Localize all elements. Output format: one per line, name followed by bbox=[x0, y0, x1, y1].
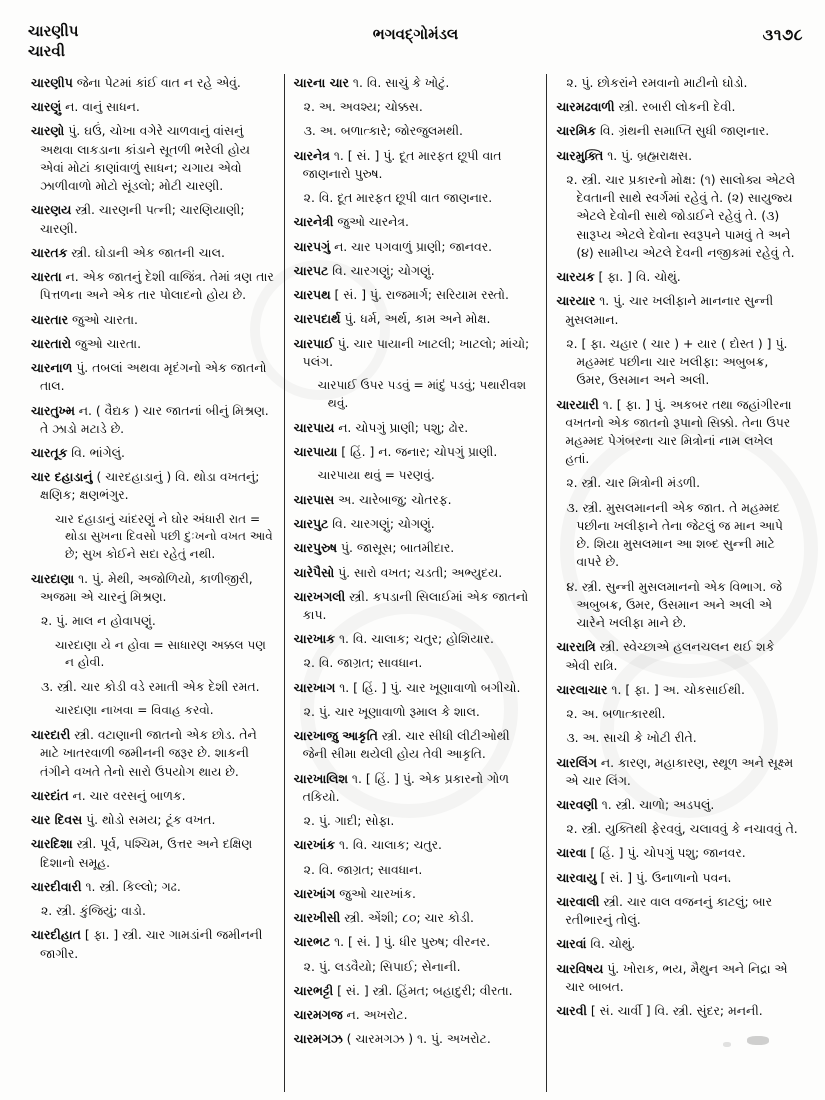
entry-headword: ચારપગું bbox=[293, 238, 331, 254]
entry-headword: ચારતારો bbox=[31, 335, 72, 351]
entry-definition: ૧. [ ફા. ] અ. ચોકસાઈથી. bbox=[607, 681, 745, 697]
dictionary-entry bbox=[294, 727, 538, 763]
entry-definition: પું. ઘઉં, ચોખા વગેરે ચાળવાનું વાંસનું અથવા લાકડાના કાંડાને સૂતળી ભરેલી હોય એવાં મોટાં કાણાંવાળું સાધન; ચગાય એવો ઝાળીવાળો મોટો સૂંડલો; મોટી ચારણી. bbox=[40, 123, 250, 194]
dictionary-entry bbox=[556, 893, 800, 929]
column-container bbox=[22, 74, 809, 1092]
entry-headword: ચારવાલી bbox=[556, 893, 600, 909]
dictionary-entry bbox=[31, 335, 275, 353]
entry-sense: ૨. વિ. જાગ્રત; સાવધાન. bbox=[303, 861, 423, 877]
entry-sense: ૨. [ ફા. ચહાર ( ચાર ) + યાર ( દોસ્ત ) ] પું. મહમ્મદ પછીના ચાર ખલીફા: અબુબક્ર, ઉમર, ઉસમાન અને અલી. bbox=[566, 335, 788, 388]
dictionary-entry bbox=[31, 468, 275, 504]
dictionary-entry bbox=[556, 681, 800, 699]
entry-example: ચારદાણા નાખવા = વિવાહ કરવો. bbox=[55, 703, 214, 718]
dictionary-entry bbox=[31, 570, 275, 606]
dictionary-entry bbox=[31, 244, 275, 262]
entry-definition: પું. જાસૂસ; બાતમીદાર. bbox=[337, 540, 455, 556]
dictionary-entry bbox=[294, 147, 538, 183]
entry-definition: ૧. વિ. ચાલાક; ચતુર; હોશિયાર. bbox=[335, 631, 494, 647]
entry-definition: ૧. સ્ત્રી. કિલ્લો; ગઢ. bbox=[81, 878, 181, 894]
entry-headword: ચારનેત્ર bbox=[293, 147, 330, 163]
dictionary-entry bbox=[31, 201, 275, 237]
entry-sense: ૨. પું. છોકરાંને રમવાનો માટીનો ઘોડો. bbox=[566, 75, 748, 90]
entry-headword: ચારદારી bbox=[31, 727, 71, 743]
dictionary-entry bbox=[294, 885, 538, 903]
dictionary-entry bbox=[31, 444, 275, 462]
dictionary-entry bbox=[294, 213, 538, 231]
entry-headword: ચારલાચાર bbox=[556, 681, 608, 697]
dictionary-entry bbox=[31, 359, 275, 395]
entry-headword: ચારતા bbox=[31, 269, 62, 285]
entry-headword: ચારમઢવાળી bbox=[556, 99, 615, 115]
dictionary-entry bbox=[556, 98, 800, 116]
entry-definition: ૧. વિ. ચાલાક; ચતુર. bbox=[335, 837, 442, 853]
entry-sense: ૩. અ. સાચી કે ખોટી રીતે. bbox=[566, 730, 697, 746]
entry-sense: ૨. સ્ત્રી. કુંજિયું; વાડો. bbox=[41, 903, 146, 919]
entry-example: ચારદાણા યે ન હોવા = સાધારણ અક્કલ પણ ન હોવી. bbox=[55, 637, 266, 670]
entry-headword: ચારયાર bbox=[556, 293, 596, 309]
entry-definition: પું. ધર્મ, અર્થ, કામ અને મોક્ષ. bbox=[340, 311, 491, 327]
entry-headword: ચારણીપ bbox=[31, 75, 73, 90]
entry-definition: [ સં. ] પું. રાજમાર્ગ; સરિયામ રસ્તો. bbox=[330, 287, 509, 303]
column-1 bbox=[22, 74, 284, 1092]
entry-definition: ૧. પું. બ્રહ્મરાક્ષસ. bbox=[603, 147, 693, 163]
entry-definition: [ હિં. ] ન. જનાર; ચોપગું પ્રાણી. bbox=[337, 443, 498, 459]
entry-definition: ન. ચોપગું પ્રાણી; પશુ; ઢોર. bbox=[334, 419, 469, 435]
dictionary-entry bbox=[294, 588, 538, 624]
entry-headword: ચારખાજુ આકૃતિ bbox=[293, 728, 378, 744]
entry-definition: ૧. વિ. સાચું કે ખોટું. bbox=[348, 75, 450, 90]
entry-headword: ચારલિંગ bbox=[556, 754, 597, 770]
entry-headword: ચારરાત્રિ bbox=[556, 639, 596, 655]
entry-definition: જુઓ ચારનેત્ર. bbox=[333, 214, 409, 230]
dictionary-entry bbox=[294, 419, 538, 437]
entry-example: ચારપાયા થવું = પરણવું. bbox=[317, 468, 435, 483]
entry-headword: ચારભટ bbox=[293, 934, 331, 950]
dictionary-entry bbox=[31, 98, 275, 116]
entry-sense: ૩. સ્ત્રી. મુસલમાનની એક જાત. તે મહમ્મદ પછીના ખલીફાને તેના જેટલું જ માન આપે છે. શિયા મુસલમાન આ શબ્દ સુન્ની માટે વાપરે છે. bbox=[566, 499, 783, 570]
entry-definition: ૧. [ સં. ] પું. ધીર પુરુષ; વીરનર. bbox=[330, 934, 491, 950]
entry-headword: ચારખાંક bbox=[293, 837, 335, 853]
entry-definition: ૧. પું. મેથી, અજોળિયો, કાળીજીરી, અજમા એ ચારનું મિશ્રણ. bbox=[40, 570, 253, 605]
entry-sense: ૩. સ્ત્રી. ચાર કોડી વડે રમાતી એક દેશી રમત. bbox=[41, 679, 260, 695]
entry-definition: ન. ચાર વરસનું બાળક. bbox=[68, 787, 186, 803]
entry-definition: વિ. ગ્રંથની સમાપ્તિ સુધી જાણનાર. bbox=[596, 123, 770, 139]
entry-headword: ચારમિક bbox=[556, 123, 596, 139]
dictionary-entry bbox=[294, 515, 538, 533]
entry-definition: ૧. સ્ત્રી. ચાળો; અડપલું. bbox=[597, 796, 715, 812]
entry-headword: ચારપાસ bbox=[293, 491, 335, 507]
dictionary-entry bbox=[31, 726, 275, 781]
entry-definition: સ્ત્રી. પૂર્વ, પશ્ચિમ, ઉત્તર અને દક્ષિણ દિશાનો સમૂહ. bbox=[40, 836, 253, 870]
entry-definition: ન. ( વૈદ્યક ) ચાર જાતનાં બીનું મિશ્રણ. તે ઝાડો મટાડે છે. bbox=[40, 402, 269, 436]
entry-headword: ચારમગઝ bbox=[293, 1031, 343, 1047]
entry-definition: જુઓ ચારતા. bbox=[68, 311, 138, 327]
header-guide-word-last: ચારવી bbox=[28, 41, 66, 60]
entry-sense: ૨. વિ. જાગ્રત; સાવધાન. bbox=[303, 655, 423, 671]
entry-definition: ૧. [ હિં. ] પું. ચાર ખૂણાવાળો બગીચો. bbox=[335, 679, 521, 695]
dictionary-entry bbox=[294, 1006, 538, 1024]
entry-headword: ચારભટ્ટી bbox=[293, 982, 334, 998]
dictionary-entry bbox=[294, 443, 538, 461]
dictionary-entry bbox=[294, 564, 538, 582]
entry-sense: ૨. સ્ત્રી. યુક્તિથી ફેરવવું, ચલાવવું કે નચાવવું તે. bbox=[566, 821, 798, 837]
dictionary-entry bbox=[294, 982, 538, 1000]
entry-definition: ૧. [ સં. ] પું. દૂત મારફત છૂપી વાત જાણનારો પુરુષ. bbox=[302, 147, 502, 181]
entry-definition: સ્ત્રી. ચાર સીધી લીટીઓથી જેની સીમા થયેલી હોય તેવી આકૃતિ. bbox=[302, 728, 510, 762]
entry-sense: ૨. વિ. દૂત મારફત છૂપી વાત જાણનાર. bbox=[303, 190, 493, 206]
entry-definition: [ સં. ] સ્ત્રી. હિંમત; બહાદુરી; વીરતા. bbox=[333, 982, 513, 998]
entry-sense: ૩. અ. બળાત્કારે; જોરજુલમથી. bbox=[303, 123, 463, 139]
dictionary-entry bbox=[556, 147, 800, 165]
dictionary-entry bbox=[294, 335, 538, 371]
entry-definition: [ સં. ] પું. ઉનાળાનો પવન. bbox=[596, 869, 732, 885]
dictionary-entry bbox=[294, 909, 538, 927]
entry-sense: ૨. સ્ત્રી. ચાર પ્રકારનો મોક્ષ: (૧) સાલોક્ય એટલે દેવતાની સાથે સ્વર્ગમાં રહેવું તે. (૨) સાયુજ્ય એટલે દેવોની સાથે જોડાઈને રહેવું તે. (૩) સારૂપ્ય એટલે દેવોના સ્વરૂપને પામવું તે અને (૪) સામીપ્ય એટલે દેવની નજીકમાં રહેવું તે. bbox=[566, 171, 796, 260]
dictionary-entry bbox=[31, 787, 275, 805]
dictionary-entry bbox=[556, 396, 800, 469]
dictionary-entry bbox=[556, 796, 800, 814]
entry-definition: વિ. ચારગણું; ચોગણું. bbox=[328, 516, 435, 532]
book-title: ભગવદ્‌ગોમંડલ bbox=[372, 25, 459, 43]
dictionary-entry bbox=[556, 960, 800, 996]
entry-headword: ચારપાયા bbox=[293, 443, 338, 459]
entry-headword: ચારતાર bbox=[31, 311, 69, 327]
entry-definition: સ્ત્રી. કપડાની સિલાઈમાં એક જાતનો કાપ. bbox=[302, 588, 529, 622]
entry-example: ચાર દહાડાનું ચાંદરણું ને ઘોર અંધારી રાત = થોડા સુખના દિવસો પછી દુઃખનો વખત આવે છે; સુખ કોઈને સદા રહેતું નથી. bbox=[55, 511, 273, 562]
entry-sense: ૨. પું. ગાદી; સોફા. bbox=[303, 813, 395, 829]
dictionary-entry bbox=[294, 679, 538, 697]
entry-sense: ૨. પું. માલ ન હોવાપણું. bbox=[41, 613, 156, 629]
dictionary-entry bbox=[31, 402, 275, 438]
entry-headword: ચારદાણા bbox=[31, 570, 75, 586]
page-header bbox=[28, 22, 803, 68]
entry-headword: ચારયક bbox=[556, 269, 595, 285]
entry-sense: ૨. પું. લડવૈયો; સિપાઈ; સેનાની. bbox=[303, 958, 461, 974]
entry-example: ચારપાઈ ઉપર પડવું = માંદું પડવું; પથારીવશ થવું. bbox=[317, 378, 527, 410]
entry-headword: ચારણો bbox=[31, 123, 65, 139]
entry-headword: ચારવિષય bbox=[556, 960, 604, 976]
entry-headword: ચારમુક્તિ bbox=[556, 147, 604, 163]
entry-headword: ચારદિશા bbox=[31, 836, 73, 852]
entry-headword: ચારખાક bbox=[293, 631, 335, 647]
entry-headword: ચારનેત્રી bbox=[293, 214, 334, 230]
entry-sense: ૨. સ્ત્રી. ચાર મિત્રોની મંડળી. bbox=[566, 475, 701, 491]
entry-headword: ચારવા bbox=[556, 845, 587, 861]
entry-definition: ૧. [ ફા. ] પું. અકબર તથા જહાંગીરના વખતનો એક જાતનો રૂપાનો સિક્કો. તેના ઉપર મહમ્મદ પેગંબરના ચાર મિત્રોનાં નામ લખેલ હતાં. bbox=[565, 396, 792, 467]
entry-definition: સ્ત્રી. રબારી લોકની દેવી. bbox=[614, 99, 736, 115]
entry-definition: પું. ચાર પાયાની ખાટલી; ખાટલો; માંચો; પલંગ. bbox=[302, 335, 530, 369]
entry-definition: ન. અખરોટ. bbox=[342, 1006, 408, 1022]
entry-headword: ચારણું bbox=[31, 99, 62, 115]
entry-headword: ચારદીહાત bbox=[31, 927, 81, 943]
entry-definition: જુઓ ચારખાંક. bbox=[335, 885, 416, 901]
entry-headword: ચારમગજ bbox=[293, 1006, 343, 1022]
entry-headword: ચારપાઈ bbox=[293, 335, 334, 351]
dictionary-entry bbox=[556, 754, 800, 790]
dictionary-entry bbox=[556, 844, 800, 862]
dictionary-entry bbox=[31, 926, 275, 962]
entry-definition: પું. તબલાં અથવા મૃદંગનો એક જાતનો તાલ. bbox=[40, 360, 267, 394]
dictionary-entry bbox=[556, 268, 800, 286]
entry-definition: પું. થોડો સમય; ટૂંક વખત. bbox=[82, 812, 216, 828]
entry-definition: [ ફા. ] વિ. ચોથું. bbox=[594, 269, 681, 285]
entry-definition: સ્ત્રી. ઘોડાની એક જાતની ચાલ. bbox=[67, 244, 225, 260]
entry-headword: ચારવણી bbox=[556, 796, 598, 812]
dictionary-entry bbox=[31, 878, 275, 896]
dictionary-entry bbox=[294, 238, 538, 256]
entry-headword: ચારપુરુષ bbox=[293, 540, 338, 556]
dictionary-entry bbox=[31, 811, 275, 829]
entry-sense: ૨. અ. અવશ્ય; ચોક્કસ. bbox=[303, 99, 423, 115]
entry-headword: ચારતુખ્મ bbox=[31, 402, 75, 418]
entry-headword: ચારવી bbox=[556, 1003, 587, 1019]
entry-headword: ચારપટ bbox=[293, 262, 329, 278]
entry-sense: ૨. પું. ચાર ખૂણાવાળો રૂમાલ કે શાલ. bbox=[303, 703, 480, 719]
entry-headword: ચારના ચાર bbox=[293, 75, 349, 90]
dictionary-entry bbox=[556, 1002, 800, 1020]
entry-headword: ચારપદાર્થ bbox=[293, 311, 341, 327]
page-number: ૩૧૭૮ bbox=[762, 25, 803, 44]
entry-definition: જુઓ ચારતા. bbox=[71, 335, 142, 351]
entry-headword: ચાર દહાડાનું bbox=[31, 469, 93, 485]
entry-headword: ચારવાયુ bbox=[556, 869, 597, 885]
entry-headword: ચારપથ bbox=[293, 287, 331, 303]
entry-definition: જેના પેટમાં કાંઈ વાત ન રહે એવું. bbox=[72, 75, 241, 90]
entry-definition: ૧. પું. ચાર ખલીફાને માનનાર સુન્ની મુસલમાન. bbox=[565, 293, 774, 327]
entry-definition: ન. કારણ, મહાકારણ, સ્થૂળ અને સૂક્ષ્મ એ ચાર લિંગ. bbox=[565, 754, 794, 788]
dictionary-entry bbox=[556, 935, 800, 953]
entry-definition: ૧. [ હિં. ] પું. એક પ્રકારનો ગોળ તકિયો. bbox=[302, 770, 509, 804]
dictionary-entry bbox=[294, 770, 538, 806]
entry-headword: ચારણય bbox=[31, 202, 72, 218]
entry-definition: પું. સારો વખત; ચડતી; અભ્યુદય. bbox=[334, 564, 503, 580]
dictionary-entry bbox=[31, 74, 275, 92]
dictionary-entry bbox=[294, 491, 538, 509]
entry-definition: [ હિં. ] પું. ચોપગું પશુ; જાનવર. bbox=[586, 845, 746, 861]
entry-definition: સ્ત્રી. એંશી; ૮૦; ચાર કોડી. bbox=[340, 910, 475, 926]
entry-definition: ન. વાનું સાધન. bbox=[61, 99, 140, 115]
entry-definition: [ સં. ચાર્વી ] વિ. સ્ત્રી. સુંદર; મનની. bbox=[586, 1003, 763, 1019]
entry-headword: ચારેપૈસો bbox=[293, 564, 335, 580]
dictionary-entry bbox=[31, 122, 275, 195]
dictionary-entry bbox=[294, 933, 538, 951]
dictionary-entry bbox=[294, 630, 538, 648]
entry-headword: ચારપાય bbox=[293, 419, 335, 435]
entry-headword: ચારતૂક bbox=[31, 444, 68, 460]
entry-definition: ન. એક જાતનું દેશી વાજિંત્ર. તેમાં ત્રણ તાર પિત્તળના અને એક તાર પોલાદનો હોય છે. bbox=[40, 269, 274, 303]
entry-sense: ૨. અ. બળાત્કારથી. bbox=[566, 706, 666, 722]
entry-headword: ચારખાલિશ bbox=[293, 770, 348, 786]
dictionary-entry bbox=[294, 539, 538, 557]
entry-definition: પું. ખોરાક, ભય, મૈથુન અને નિદ્રા એ ચાર બાબત. bbox=[565, 960, 788, 994]
column-3 bbox=[546, 74, 809, 1092]
entry-definition: અ. ચારેબાજુ; ચોતરફ. bbox=[334, 491, 452, 507]
dictionary-entry bbox=[294, 74, 538, 92]
header-guide-word-first: ચારણીપ bbox=[28, 22, 79, 40]
dictionary-entry bbox=[294, 262, 538, 280]
entry-headword: ચારખાગ bbox=[293, 679, 336, 695]
entry-definition: [ ફા. ] સ્ત્રી. ચાર ગામડાંની જમીનની જાગીર. bbox=[40, 927, 263, 961]
entry-headword: ચારનાળ bbox=[31, 360, 73, 376]
column-2 bbox=[284, 74, 547, 1092]
entry-headword: ચારખગલી bbox=[293, 588, 346, 604]
entry-definition: ( ચારમગઝ ) ૧. પું. અખરોટ. bbox=[342, 1031, 491, 1047]
entry-definition: વિ. ચોથું. bbox=[586, 936, 636, 952]
dictionary-entry bbox=[294, 310, 538, 328]
dictionary-entry bbox=[556, 638, 800, 674]
entry-definition: સ્ત્રી. ચાર વાલ વજનનું કાટલું; બાર રતીભારનું તોલું. bbox=[565, 893, 773, 928]
entry-definition: વિ. ચારગણું; ચોગણું. bbox=[328, 262, 435, 278]
entry-definition: ન. ચાર પગવાળું પ્રાણી; જાનવર. bbox=[330, 238, 493, 254]
entry-headword: ચારખાંગ bbox=[293, 885, 336, 901]
entry-headword: ચારખીસી bbox=[293, 910, 341, 926]
dictionary-entry bbox=[31, 835, 275, 871]
dictionary-entry bbox=[31, 268, 275, 304]
entry-definition: વિ. ભાંગેલું. bbox=[67, 444, 125, 460]
dictionary-entry bbox=[294, 286, 538, 304]
dictionary-entry bbox=[294, 836, 538, 854]
entry-definition: સ્ત્રી. વટાણાની જાતનો એક છોડ. તેને માટે ખાતરવાળી જમીનની જરૂર છે. શાકની તંગીને વખતે તેનો સારો ઉપયોગ થાય છે. bbox=[40, 727, 257, 779]
entry-definition: સ્ત્રી. ચારણની પત્ની; ચારણિયાણી; ચારણી. bbox=[40, 202, 245, 236]
dictionary-entry bbox=[556, 869, 800, 887]
entry-definition: સ્ત્રી. સ્વેચ્છાએ હલનચલન થઈ શકે એવી રાત્રિ. bbox=[565, 639, 775, 673]
entry-headword: ચારદીવારી bbox=[31, 878, 82, 894]
dictionary-entry bbox=[294, 1030, 538, 1048]
dictionary-entry bbox=[556, 292, 800, 328]
entry-headword: ચારપુટ bbox=[293, 516, 329, 532]
dictionary-entry bbox=[556, 122, 800, 140]
dictionary-entry bbox=[31, 311, 275, 329]
entry-headword: ચારદાંત bbox=[31, 787, 69, 803]
entry-headword: ચારયારી bbox=[556, 396, 599, 412]
entry-definition: ( ચારદહાડાનું ) વિ. થોડા વખતનું; ક્ષણિક; ક્ષણભંગુર. bbox=[40, 469, 260, 503]
entry-sense: ૪. સ્ત્રી. સુન્ની મુસલમાનનો એક વિભાગ. જે અબુબક્ર, ઉમર, ઉસમાન અને અલી એ ચારેને ખલીફા માને છે. bbox=[566, 578, 782, 631]
entry-headword: ચારતક bbox=[31, 244, 68, 260]
entry-headword: ચાર દિવસ bbox=[31, 812, 83, 828]
entry-headword: ચારવાં bbox=[556, 936, 587, 952]
